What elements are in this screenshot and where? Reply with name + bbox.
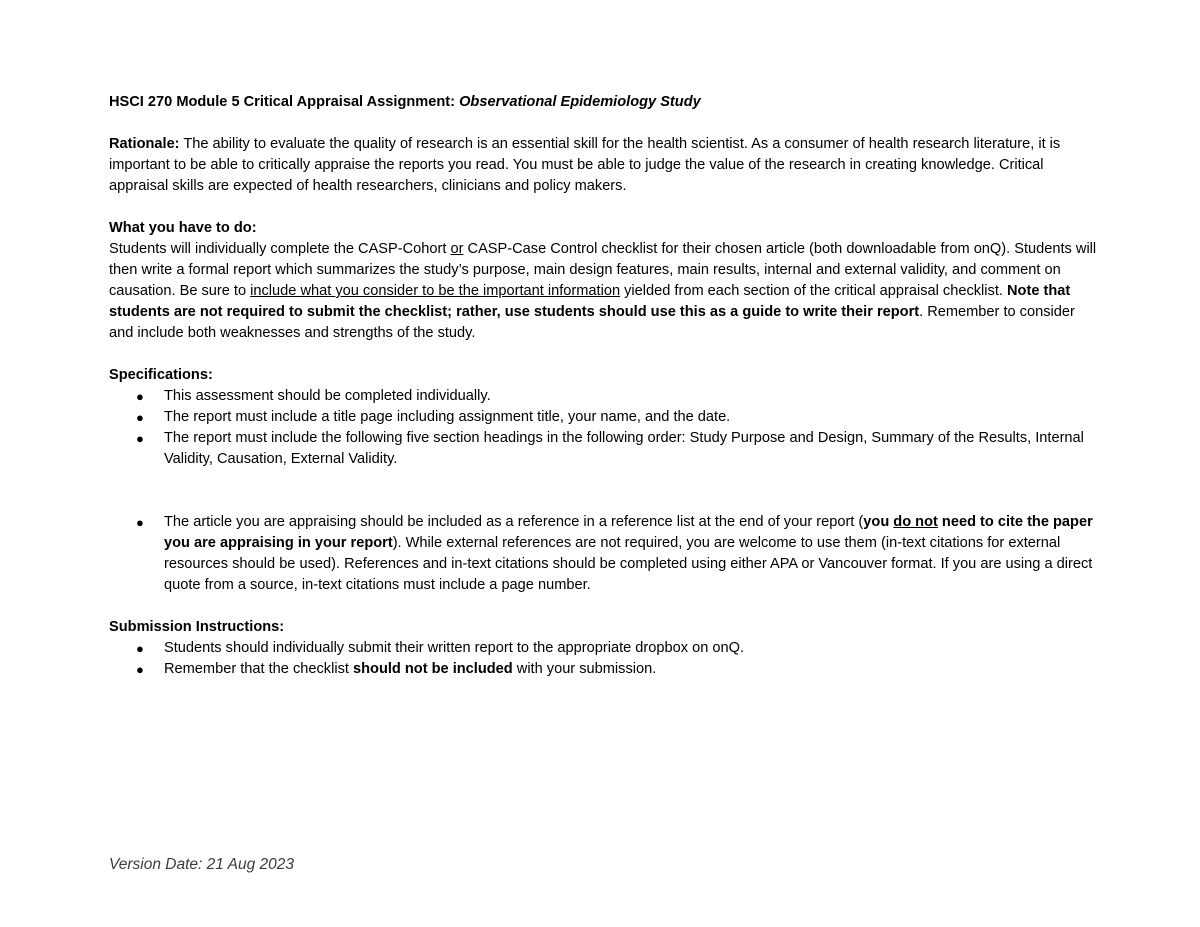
rationale-text: The ability to evaluate the quality of research is an essential skill for the health scientist. As a consumer of health research literature, it is important to be able to critically appraise the reports you read. You must be able to judge the value of the research in creating knowledge. Critical appraisal skills are expected of health researchers, clinicians and policy makers.: [109, 136, 1061, 194]
list-item-bold: need to cite the paper you are appraising in your report: [164, 514, 1093, 551]
spacer: [109, 197, 1099, 218]
what-to-do-heading: What you have to do:: [109, 220, 257, 236]
list-item-text: The report must include a title page including assignment title, your name, and the date.: [164, 409, 731, 425]
list-item: [109, 638, 1099, 659]
list-item-text: The article you are appraising should be included as a reference in a reference list at the end of your report (: [164, 514, 864, 530]
spacer: [109, 344, 1099, 365]
bullet-icon: ●: [136, 431, 144, 446]
what-to-do-underlined: include what you consider to be the important information: [250, 283, 621, 299]
list-item: [109, 512, 1099, 596]
what-to-do-text-2: CASP-Case Control checklist for their chosen article (both downloadable from onQ). Students will then write a formal report which summarizes the study’s purpose, main design features, main results, internal and external validity, and comment on causation. Be sure to: [109, 241, 1097, 299]
document-title: [109, 92, 1099, 113]
version-date: Version Date: 21 Aug 2023: [109, 856, 294, 873]
rationale-label: Rationale:: [109, 136, 180, 152]
list-item-bold: you: [863, 514, 894, 530]
what-to-do-or: or: [450, 241, 464, 257]
list-item: [109, 659, 1099, 680]
list-item-bold: should not be included: [353, 661, 513, 677]
spacer: [109, 596, 1099, 617]
list-item-text: This assessment should be completed individually.: [164, 388, 491, 404]
bullet-icon: ●: [136, 641, 144, 656]
list-item-text: Remember that the checklist: [164, 661, 353, 677]
bullet-icon: ●: [136, 515, 144, 530]
spacer: [109, 470, 1099, 512]
title-text: HSCI 270 Module 5 Critical Appraisal Assignment:: [109, 94, 460, 110]
rationale-paragraph: [109, 134, 1099, 197]
list-item-bold-underlined: do not: [893, 514, 938, 530]
what-to-do-text-4: . Remember to consider and include both weaknesses and strengths of the study.: [109, 304, 1075, 341]
specifications-heading: Specifications:: [109, 367, 213, 383]
what-to-do-text-1: Students will individually complete the CASP-Cohort: [109, 241, 451, 257]
list-item: [109, 428, 1099, 470]
what-to-do-paragraph: [109, 239, 1099, 344]
bullet-icon: ●: [136, 389, 144, 404]
submission-heading: Submission Instructions:: [109, 619, 285, 635]
list-item-text: The report must include the following five section headings in the following order: Study Purpose and Design, Summary of the Results, Internal Validity, Causation, External Validity.: [164, 430, 1084, 467]
what-to-do-text-3: yielded from each section of the critical appraisal checklist.: [620, 283, 1007, 299]
bullet-icon: ●: [136, 410, 144, 425]
list-item-text: ). While external references are not required, you are welcome to use them (in-text citations for external resources should be used). References and in-text citations should be completed using either APA or Vancouver format. If you are using a direct quote from a source, in-text citations must include a page number.: [164, 535, 1093, 593]
list-item: [109, 407, 1099, 428]
spacer: [109, 113, 1099, 134]
bullet-icon: ●: [136, 662, 144, 677]
what-to-do-bold-note: Note that students are not required to submit the checklist; rather, use students should use this as a guide to write their report: [109, 283, 1071, 320]
submission-list: [109, 638, 1099, 680]
document-page: [109, 92, 1099, 680]
specifications-list-continued: [109, 512, 1099, 596]
specifications-list: [109, 386, 1099, 470]
title-italic: Observational Epidemiology Study: [459, 94, 701, 110]
list-item: [109, 386, 1099, 407]
list-item-text: with your submission.: [512, 661, 657, 677]
list-item-text: Students should individually submit their written report to the appropriate dropbox on onQ.: [164, 640, 745, 656]
